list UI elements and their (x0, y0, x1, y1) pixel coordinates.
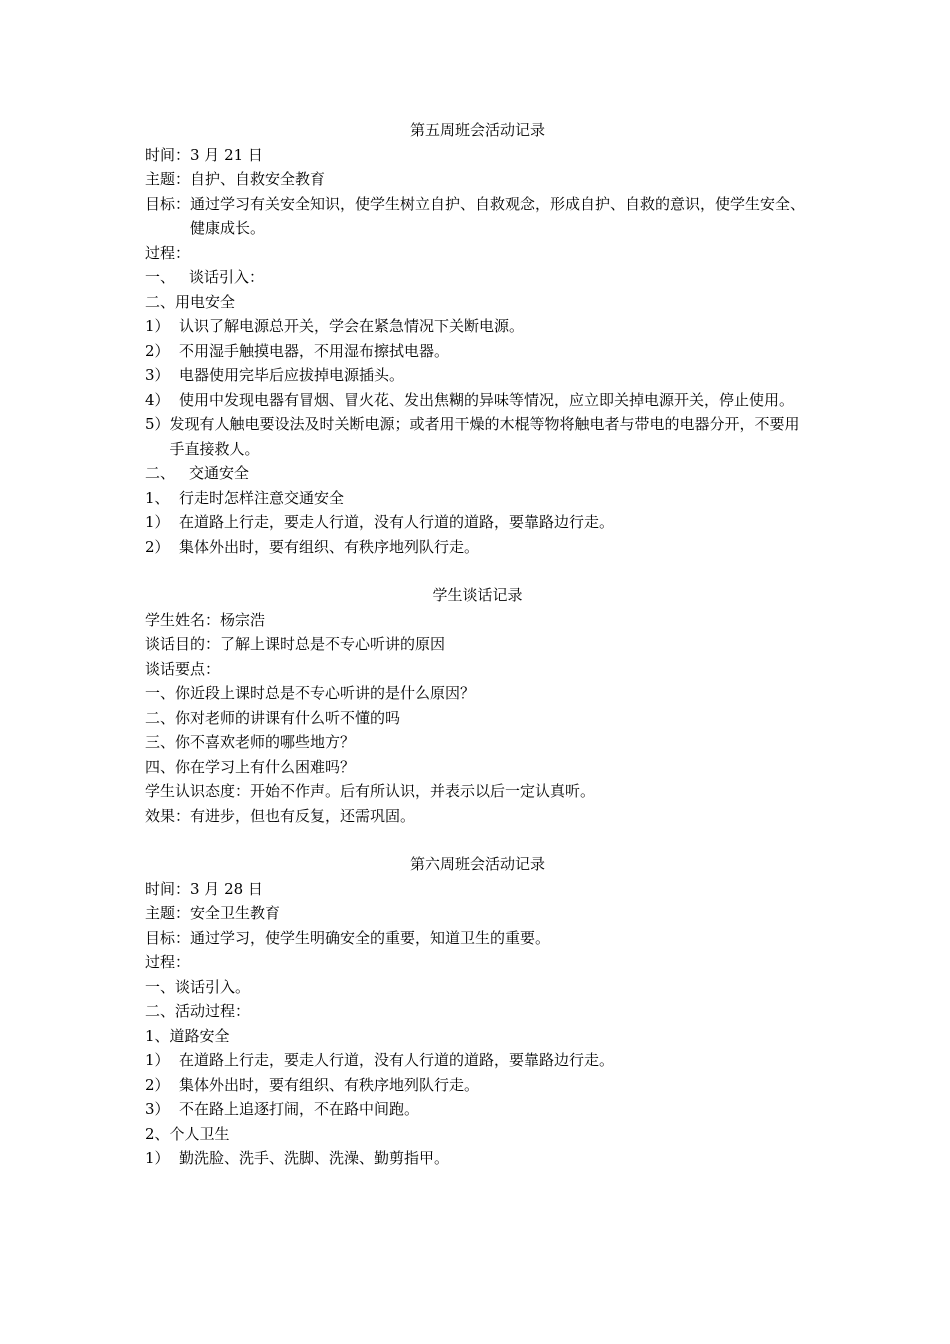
week6-class-meeting-record (145, 852, 810, 1171)
talk-attitude: 学生认识态度：开始不作声。后有所认识，并表示以后一定认真听。 (145, 782, 596, 800)
week5-step1-text: 谈话引入： (189, 268, 265, 286)
road-item (145, 1073, 810, 1098)
electric-item-text: 使用中发现电器有冒烟、冒火花、发出焦糊的异味等情况，应立即关掉电源开关，停止使用。 (179, 390, 795, 409)
week5-step3-num: 二、 (145, 464, 176, 482)
week6-time: 时间：3 月 28 日 (145, 879, 263, 898)
week6-process: 过程： (145, 953, 191, 971)
week5-step1-num: 一、 (145, 268, 176, 286)
document-page (145, 118, 810, 1171)
electric-item (145, 314, 810, 339)
electric-item-text: 发现有人触电要设法及时关断电源；或者用干燥的木棍等物将触电者与带电的电器分开，不要用手直接救人。 (169, 415, 800, 458)
talk-purpose: 谈话目的：了解上课时总是不专心听讲的原因 (145, 635, 446, 653)
week6-topic: 主题：安全卫生教育 (145, 904, 281, 922)
electric-item (145, 412, 810, 461)
road-item-num: 1） (145, 1051, 170, 1069)
electric-item-num: 1） (145, 317, 170, 335)
week5-goal (145, 192, 810, 241)
talk-student-name: 学生姓名：杨宗浩 (145, 610, 266, 629)
week6-step1: 一、谈话引入。 (145, 977, 251, 996)
traffic-subheading (145, 486, 810, 511)
hygiene-heading: 2、个人卫生 (145, 1124, 230, 1143)
week5-step2: 二、用电安全 (145, 292, 236, 311)
electric-item-num: 2） (145, 341, 170, 360)
talk-question: 四、你在学习上有什么困难吗？ (145, 757, 356, 776)
road-item (145, 1097, 810, 1122)
week5-topic: 主题：自护、自救安全教育 (145, 170, 326, 188)
hygiene-item-num: 1） (145, 1149, 170, 1167)
road-item-num: 2） (145, 1075, 170, 1094)
week6-title: 第六周班会活动记录 (409, 855, 545, 873)
talk-title: 学生谈话记录 (432, 586, 523, 604)
week5-process: 过程： (145, 243, 191, 262)
traffic-item-text: 在道路上行走，要走人行道，没有人行道的道路，要靠路边行走。 (179, 513, 615, 531)
traffic-item-text: 集体外出时，要有组织、有秩序地列队行走。 (179, 537, 480, 556)
week6-goal: 目标：通过学习，使学生明确安全的重要，知道卫生的重要。 (145, 928, 551, 947)
electric-item-num: 4） (145, 390, 170, 409)
talk-question: 二、你对老师的讲课有什么听不懂的吗 (145, 708, 401, 727)
traffic-subheading-text: 行走时怎样注意交通安全 (179, 488, 345, 507)
week5-title: 第五周班会活动记录 (409, 121, 545, 139)
road-item-text: 集体外出时，要有组织、有秩序地列队行走。 (179, 1075, 480, 1094)
road-item-text: 在道路上行走，要走人行道，没有人行道的道路，要靠路边行走。 (179, 1051, 615, 1069)
student-talk-record (145, 583, 810, 828)
road-item-text: 不在路上追逐打闹，不在路中间跑。 (179, 1100, 420, 1118)
electric-item (145, 388, 810, 413)
electric-item (145, 339, 810, 364)
traffic-item-num: 2） (145, 537, 170, 556)
road-item-num: 3） (145, 1100, 170, 1118)
week5-goal-text: 通过学习有关安全知识，使学生树立自护、自救观念，形成自护、自救的意识，使学生安全、健康成长。 (190, 194, 806, 237)
traffic-item (145, 510, 810, 535)
talk-effect: 效果：有进步，但也有反复，还需巩固。 (145, 806, 416, 825)
electric-item-num: 5） (145, 415, 170, 433)
road-safety-heading: 1、道路安全 (145, 1026, 230, 1045)
talk-question: 一、你近段上课时总是不专心听讲的是什么原因？ (145, 684, 476, 702)
week6-step2: 二、活动过程： (145, 1002, 251, 1020)
week5-step3 (145, 461, 810, 486)
talk-points: 谈话要点： (145, 659, 221, 678)
week5-class-meeting-record (145, 118, 810, 559)
week5-step1 (145, 265, 810, 290)
week5-time: 时间：3 月 21 日 (145, 145, 263, 164)
electric-item (145, 363, 810, 388)
traffic-item (145, 535, 810, 560)
week5-goal-label: 目标： (145, 194, 191, 213)
talk-question: 三、你不喜欢老师的哪些地方？ (145, 733, 356, 751)
traffic-subheading-num: 1、 (145, 488, 170, 507)
week5-step3-text: 交通安全 (189, 464, 250, 482)
hygiene-item (145, 1146, 810, 1171)
electric-item-num: 3） (145, 366, 170, 384)
hygiene-item-text: 勤洗脸、洗手、洗脚、洗澡、勤剪指甲。 (179, 1149, 450, 1167)
traffic-item-num: 1） (145, 513, 170, 531)
electric-item-text: 不用湿手触摸电器，不用湿布擦拭电器。 (179, 341, 450, 360)
electric-item-text: 认识了解电源总开关，学会在紧急情况下关断电源。 (179, 317, 525, 335)
electric-item-text: 电器使用完毕后应拔掉电源插头。 (179, 366, 405, 384)
road-item (145, 1048, 810, 1073)
